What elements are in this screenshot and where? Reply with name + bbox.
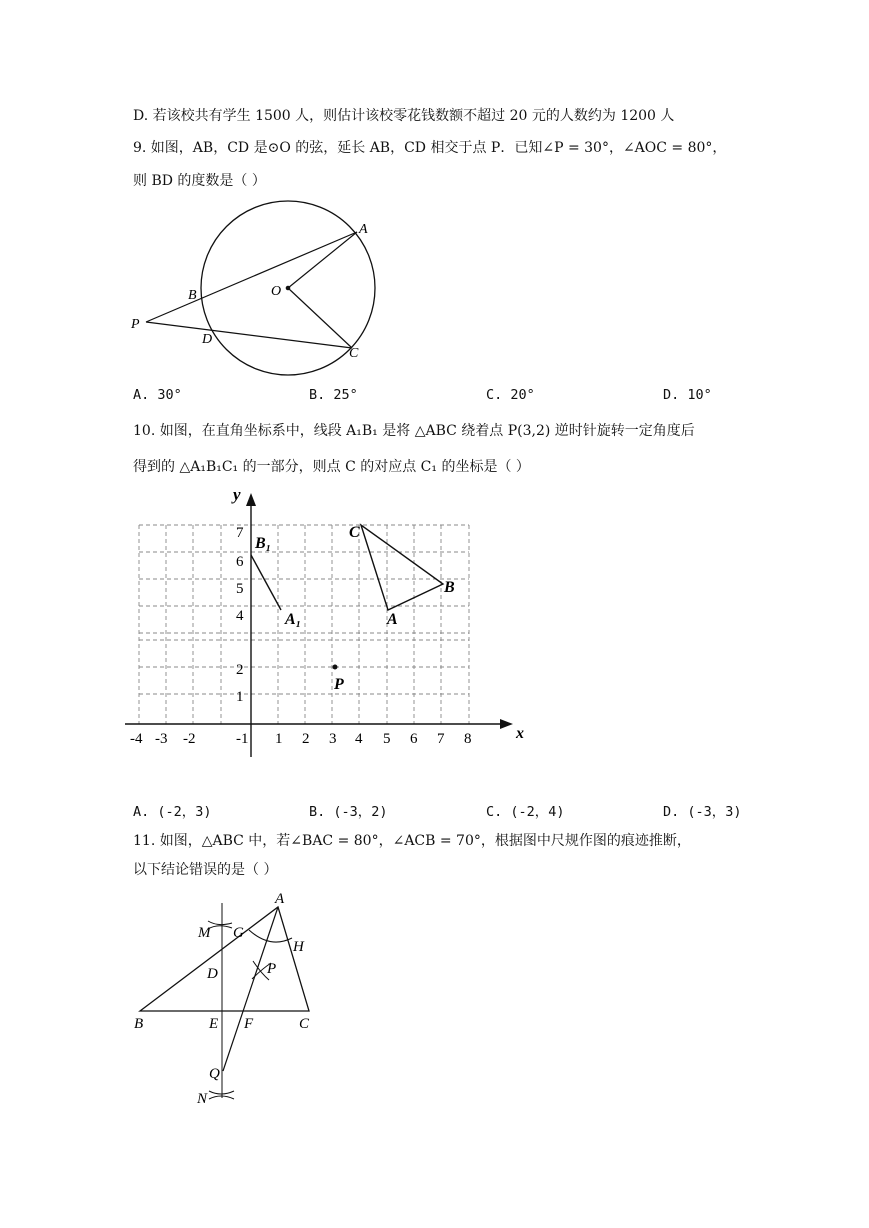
label-p: P — [334, 676, 344, 693]
y-tick: 4 — [236, 608, 244, 624]
y-tick: 1 — [236, 689, 244, 705]
label-n: N — [197, 1091, 208, 1107]
radius-oa — [288, 232, 357, 288]
q8-option-d: D. 若该校共有学生 1500 人，则估计该校零花钱数额不超过 20 元的人数约为 1200 人 — [133, 108, 675, 124]
q9-stem-line1: 9. 如图，AB，CD 是⊙O 的弦，延长 AB，CD 相交于点 P．已知∠P = 30°，∠AOC = 80°， — [133, 140, 727, 156]
label-g: G — [233, 925, 244, 941]
q10-option-c[interactable]: C. (-2，4) — [486, 804, 565, 820]
segment-a1b1 — [251, 555, 281, 610]
label-b: B — [188, 288, 197, 303]
q10-coordinate-figure — [125, 485, 535, 765]
label-c: C — [349, 524, 360, 541]
label-a1: A₁ — [285, 611, 302, 628]
label-q: Q — [209, 1066, 220, 1082]
y-axis-arrow — [246, 493, 256, 506]
label-c: C — [299, 1016, 310, 1032]
x-tick: -2 — [183, 731, 196, 747]
q9-stem-line2: 则 BD 的度数是（ ） — [133, 173, 266, 189]
q9-option-c[interactable]: C. 20° — [486, 387, 535, 403]
arc-mark-m2 — [208, 926, 232, 929]
q10-option-b[interactable]: B. (-3，2) — [309, 804, 388, 820]
x-tick: -4 — [130, 731, 143, 747]
dashed-grid — [139, 525, 469, 724]
q11-stem-line2: 以下结论错误的是（ ） — [133, 862, 278, 878]
y-tick: 7 — [236, 525, 244, 541]
x-tick-labels — [130, 731, 472, 747]
x-tick: 5 — [383, 731, 391, 747]
x-axis-label: x — [516, 725, 524, 742]
x-axis-arrow — [500, 719, 513, 729]
point-p — [333, 665, 338, 670]
triangle-abc — [140, 907, 309, 1011]
q10-option-a[interactable]: A. (-2，3) — [133, 804, 212, 820]
x-tick: 6 — [410, 731, 418, 747]
y-tick: 2 — [236, 662, 244, 678]
label-b: B — [444, 579, 455, 596]
label-f: F — [244, 1016, 254, 1032]
y-tick: 5 — [236, 581, 244, 597]
x-tick: -3 — [155, 731, 168, 747]
label-p: P — [131, 317, 140, 332]
q10-stem-line2: 得到的 △A₁B₁C₁ 的一部分，则点 C 的对应点 C₁ 的坐标是（ ） — [133, 459, 530, 475]
x-tick: 2 — [302, 731, 310, 747]
q9-option-a[interactable]: A. 30° — [133, 387, 182, 403]
label-a: A — [275, 891, 285, 907]
x-tick: 3 — [329, 731, 337, 747]
label-m: M — [198, 925, 211, 941]
label-a: A — [387, 611, 398, 628]
x-tick: 7 — [437, 731, 445, 747]
x-tick: 1 — [275, 731, 283, 747]
x-tick: -1 — [236, 731, 249, 747]
line-pc — [146, 322, 352, 348]
y-tick: 6 — [236, 554, 244, 570]
center-point — [286, 286, 291, 291]
label-e: E — [209, 1016, 219, 1032]
q10-stem-line1: 10. 如图，在直角坐标系中，线段 A₁B₁ 是将 △ABC 绕着点 P(3,2) 逆时针旋转一定角度后 — [133, 423, 695, 439]
triangle-abc — [361, 525, 443, 610]
q11-stem-line1: 11. 如图，△ABC 中，若∠BAC = 80°，∠ACB = 70°，根据图中尺规作图的痕迹推断， — [133, 833, 691, 849]
q9-option-b[interactable]: B. 25° — [309, 387, 358, 403]
x-tick: 8 — [464, 731, 472, 747]
line-pa — [146, 232, 357, 322]
label-d: D — [202, 332, 213, 347]
label-a: A — [359, 222, 368, 237]
label-d: D — [207, 966, 218, 982]
label-c: C — [349, 346, 359, 361]
q9-option-d[interactable]: D. 10° — [663, 387, 712, 403]
label-h: H — [293, 939, 304, 955]
y-axis-label: y — [233, 485, 241, 504]
label-b1: B₁ — [255, 535, 272, 552]
q11-construction-figure — [125, 885, 345, 1115]
arc-mark-m — [208, 921, 232, 925]
label-p: P — [267, 961, 277, 977]
x-tick: 4 — [355, 731, 363, 747]
q9-circle-figure — [125, 195, 395, 380]
radius-oc — [288, 288, 352, 348]
q10-option-d[interactable]: D. (-3，3) — [663, 804, 742, 820]
label-b: B — [134, 1016, 144, 1032]
label-o: O — [271, 284, 282, 299]
